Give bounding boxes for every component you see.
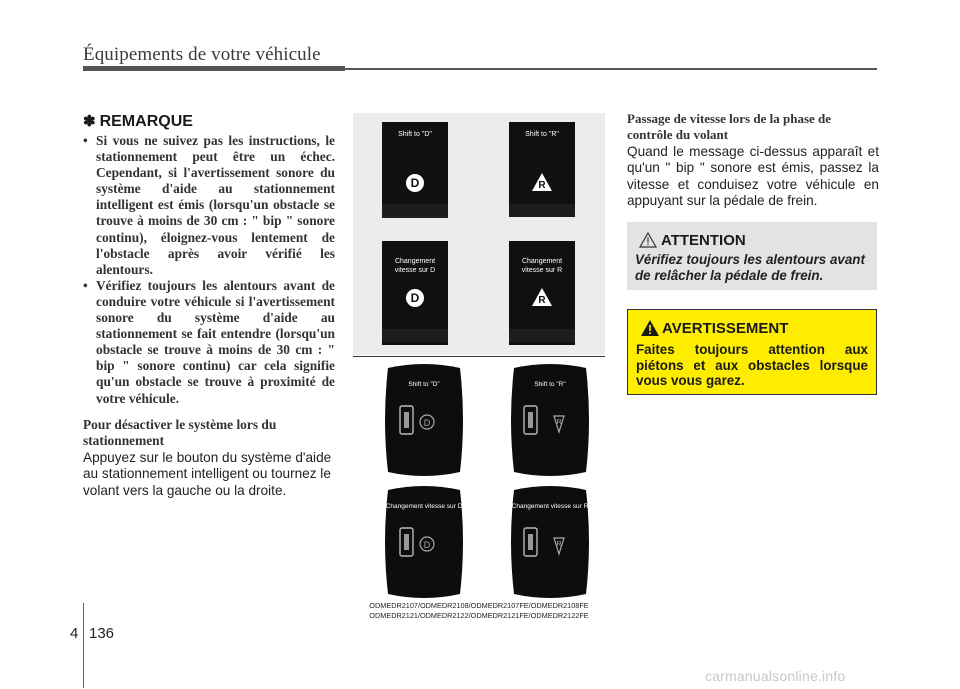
gear-r-icon [531, 287, 553, 307]
bullet-text: Si vous ne suivez pas les instructions, le stationnement peut être un échec. Cependant, si l'avertissement sonore du système d'aide au stationnement intelligent est émis (lorsqu'un obstacle se trouve à moins de 30 cm : " bip " sonore continu), éloignez-vous lentement de l'obstacle après avoir vérifié les alentours. [96, 133, 335, 277]
avertissement-text: Faites toujours attention aux piétons et aux obstacles lorsque vous vous garez. [636, 342, 868, 388]
page-header-title: Équipements de votre véhicule [83, 44, 321, 65]
header-rule-thin [345, 68, 877, 70]
steering-check-subheading: Passage de vitesse lors de la phase de contrôle du volant [627, 111, 832, 142]
gear-r-icon [531, 172, 553, 192]
cluster-panel-change-d [380, 484, 468, 600]
avertissement-box [627, 309, 877, 395]
panel-label: Shift to "R" [534, 381, 566, 388]
remarque-label: REMARQUE [99, 113, 193, 130]
bullet-dot: • [83, 133, 88, 148]
panel-label: Shift to "D" [408, 381, 440, 388]
section-number: 4 [70, 625, 79, 642]
gear-letter: R [556, 541, 562, 548]
avertissement-title: AVERTISSEMENT [662, 320, 789, 337]
cluster-panel-change-r [506, 484, 594, 600]
attention-text: Vérifiez toujours les alentours avant de relâcher la pédale de frein. [635, 252, 865, 283]
warning-filled-icon [640, 319, 660, 337]
screen-label: Shift to "D" [398, 131, 432, 138]
list-item [83, 133, 335, 278]
remarque-heading [83, 112, 193, 131]
footer-rule [83, 603, 84, 688]
gear-letter: D [423, 540, 431, 550]
panel-label: Changement vitesse sur D [385, 503, 463, 510]
deactivate-body-text: Appuyez sur le bouton du système d'aide au stationnement intelligent ou tournez le volant vers la gauche ou la droite. [83, 450, 332, 498]
page-number: 136 [89, 625, 115, 642]
cluster-screen-change-d [382, 241, 448, 345]
gear-d-icon: D [406, 289, 424, 307]
caption-line-2: ODMEDR2121/ODMEDR2122/ODMEDR2121FE/ODMEDR2122FE [369, 611, 589, 620]
cluster-screen-shift-d [382, 122, 448, 216]
header-rule-thick [83, 66, 345, 71]
screen-label: Changement vitesse sur D [394, 258, 436, 274]
cluster-screen-shift-r [509, 122, 575, 216]
gear-d-icon: D [406, 174, 424, 192]
remarque-star-icon: ✽ [83, 113, 96, 130]
list-item [83, 278, 335, 407]
screen-label: Changement vitesse sur R [521, 258, 563, 274]
screen-label: Shift to "R" [525, 131, 559, 138]
gear-r-letter: R [538, 295, 546, 306]
panel-label: Changement vitesse sur R [511, 503, 589, 510]
bullet-text: Vérifiez toujours les alentours avant de conduire votre véhicule si l'avertissement sonore du système d'aide au stationnement se fait entendre (lorsqu'un obstacle se trouve à moins de 30 cm : " bip " sonore continu) car cela signifie qu'un obstacle se trouve à proximité de votre véhicule. [96, 277, 335, 406]
gear-letter: D [423, 418, 431, 428]
site-watermark: carmanualsonline.info [705, 668, 846, 684]
cluster-panel-shift-r [506, 362, 594, 478]
gear-letter: R [556, 419, 562, 426]
figure-caption [353, 601, 605, 621]
deactivate-subheading: Pour désactiver le système lors du stationnement [83, 417, 277, 448]
steering-check-body-text: Quand le message ci-dessus apparaît et qu'un " bip " sonore est émis, passez la vitesse et conduisez votre véhicule en appuyant sur la pédale de frein. [627, 144, 879, 208]
bullet-dot: • [83, 277, 88, 293]
caution-outline-icon [639, 232, 657, 248]
cluster-screen-change-r [509, 241, 575, 345]
attention-title: ATTENTION [661, 232, 746, 249]
gear-r-letter: R [538, 180, 546, 191]
cluster-panel-shift-d [380, 362, 468, 478]
caption-line-1: ODMEDR2107/ODMEDR2108/ODMEDR2107FE/ODMEDR2108FE [369, 601, 589, 610]
figure-divider [353, 356, 605, 357]
remarque-bullet-list [83, 133, 335, 407]
attention-box [627, 222, 877, 290]
